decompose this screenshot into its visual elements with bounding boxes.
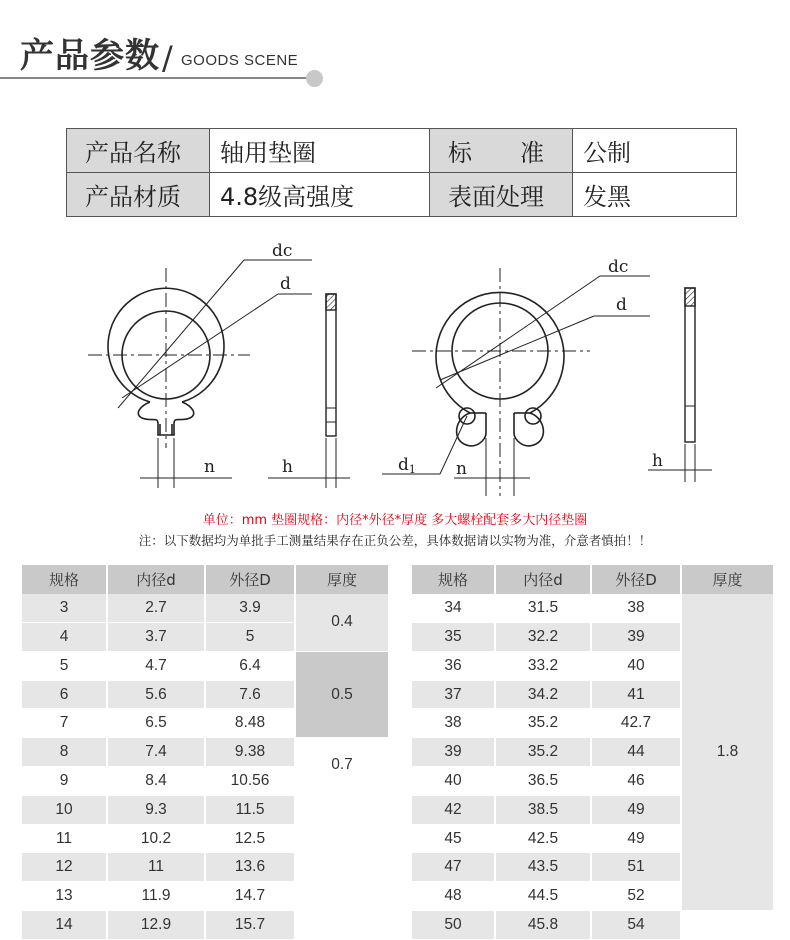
cell-inner: 34.2 — [496, 680, 590, 709]
header-spec: 规格 — [22, 565, 106, 594]
cell-spec: 39 — [412, 738, 494, 767]
cell-inner: 35.2 — [496, 738, 590, 767]
info-value-material: 4.8级高强度 — [210, 173, 430, 217]
info-label-name: 产品名称 — [67, 129, 210, 173]
table-row — [22, 738, 388, 767]
label-dc-right: dc — [608, 257, 629, 277]
cell-inner: 9.3 — [108, 795, 204, 824]
cell-inner: 45.8 — [496, 911, 590, 940]
cell-spec: 37 — [412, 680, 494, 709]
cell-inner: 35.2 — [496, 709, 590, 738]
info-label-surface: 表面处理 — [430, 173, 573, 217]
cell-outer: 13.6 — [206, 853, 294, 882]
cell-outer: 5 — [206, 623, 294, 652]
cell-spec: 45 — [412, 824, 494, 853]
header-thickness: 厚度 — [296, 565, 388, 594]
washer-type1-centerlines — [88, 260, 312, 488]
table-header-row — [22, 565, 388, 594]
header-dot — [306, 70, 323, 87]
cell-outer: 10.56 — [206, 767, 294, 796]
cell-outer: 8.48 — [206, 709, 294, 738]
cell-outer: 46 — [592, 767, 680, 796]
disclaimer-note: 注：以下数据均为单批手工测量结果存在正负公差，具体数据请以实物为准，介意者慎拍！！ — [138, 533, 652, 548]
label-dc-left: dc — [272, 241, 293, 261]
cell-spec: 8 — [22, 738, 106, 767]
label-d-left: d — [280, 274, 291, 294]
info-row — [67, 129, 737, 173]
cell-outer: 42.7 — [592, 709, 680, 738]
cell-outer: 14.7 — [206, 882, 294, 911]
cell-inner: 4.7 — [108, 651, 204, 680]
cell-outer: 12.5 — [206, 824, 294, 853]
cell-spec: 14 — [22, 911, 106, 940]
cell-outer: 7.6 — [206, 680, 294, 709]
header-inner: 内径d — [108, 565, 204, 594]
cell-thickness-blank — [682, 911, 773, 940]
cell-inner: 33.2 — [496, 651, 590, 680]
cell-inner: 32.2 — [496, 623, 590, 652]
cell-thickness: 0.7 — [296, 738, 388, 940]
cell-outer: 39 — [592, 623, 680, 652]
label-d-right: d — [616, 295, 627, 315]
spec-table-right — [412, 565, 773, 940]
cell-spec: 12 — [22, 853, 106, 882]
cell-inner: 11.9 — [108, 882, 204, 911]
label-h-right: h — [652, 451, 663, 471]
cell-spec: 40 — [412, 767, 494, 796]
cell-outer: 41 — [592, 680, 680, 709]
header-outer: 外径D — [592, 565, 680, 594]
page-title: 产品参数 — [20, 36, 160, 76]
cell-spec: 13 — [22, 882, 106, 911]
header-underline — [0, 77, 310, 79]
product-info-table — [66, 128, 737, 217]
info-value-surface: 发黑 — [573, 173, 737, 217]
label-h-left: h — [282, 457, 293, 477]
cell-spec: 36 — [412, 651, 494, 680]
cell-outer: 6.4 — [206, 651, 294, 680]
cell-inner: 31.5 — [496, 594, 590, 623]
table-row — [22, 594, 388, 623]
info-value-name: 轴用垫圈 — [210, 129, 430, 173]
cell-spec: 50 — [412, 911, 494, 940]
table-header-row — [412, 565, 773, 594]
cell-thickness: 0.5 — [296, 651, 388, 737]
cell-outer: 52 — [592, 882, 680, 911]
cell-outer: 49 — [592, 795, 680, 824]
page-subtitle: GOODS SCENE — [181, 52, 299, 69]
cell-outer: 11.5 — [206, 795, 294, 824]
cell-thickness: 1.8 — [682, 594, 773, 911]
cell-outer: 9.38 — [206, 738, 294, 767]
cell-outer: 51 — [592, 853, 680, 882]
cell-outer: 3.9 — [206, 594, 294, 623]
cell-spec: 7 — [22, 709, 106, 738]
cell-outer: 40 — [592, 651, 680, 680]
cell-spec: 5 — [22, 651, 106, 680]
spec-table-left — [22, 565, 388, 940]
cell-inner: 6.5 — [108, 709, 204, 738]
unit-note: 单位：mm 垫圈规格：内径*外径*厚度 多大螺栓配套多大内径垫圈 — [202, 513, 588, 528]
cell-outer: 49 — [592, 824, 680, 853]
header-thickness: 厚度 — [682, 565, 773, 594]
header-outer: 外径D — [206, 565, 294, 594]
header-inner: 内径d — [496, 565, 590, 594]
cell-inner: 43.5 — [496, 853, 590, 882]
cell-spec: 48 — [412, 882, 494, 911]
cell-spec: 9 — [22, 767, 106, 796]
cell-thickness: 0.4 — [296, 594, 388, 652]
cell-inner: 38.5 — [496, 795, 590, 824]
label-n-right: n — [456, 459, 467, 479]
cell-spec: 4 — [22, 623, 106, 652]
cell-inner: 3.7 — [108, 623, 204, 652]
cell-spec: 10 — [22, 795, 106, 824]
info-value-standard: 公制 — [573, 129, 737, 173]
cell-inner: 44.5 — [496, 882, 590, 911]
title-slash: / — [162, 39, 173, 77]
info-label-material: 产品材质 — [67, 173, 210, 217]
cell-spec: 11 — [22, 824, 106, 853]
cell-inner: 7.4 — [108, 738, 204, 767]
cell-inner: 36.5 — [496, 767, 590, 796]
cell-spec: 42 — [412, 795, 494, 824]
header-spec: 规格 — [412, 565, 494, 594]
cell-inner: 8.4 — [108, 767, 204, 796]
cell-spec: 38 — [412, 709, 494, 738]
cell-outer: 38 — [592, 594, 680, 623]
cell-spec: 35 — [412, 623, 494, 652]
cell-outer: 44 — [592, 738, 680, 767]
table-row — [412, 911, 773, 940]
cell-inner: 10.2 — [108, 824, 204, 853]
washer-diagram — [0, 238, 790, 500]
cell-inner: 11 — [108, 853, 204, 882]
info-row — [67, 173, 737, 217]
cell-outer: 15.7 — [206, 911, 294, 940]
cell-inner: 5.6 — [108, 680, 204, 709]
table-row — [22, 651, 388, 680]
cell-inner: 2.7 — [108, 594, 204, 623]
info-label-standard: 标 准 — [430, 129, 573, 173]
label-d1: d1 — [398, 455, 416, 476]
washer-type2-centerlines — [382, 268, 650, 496]
cell-spec: 3 — [22, 594, 106, 623]
cell-spec: 34 — [412, 594, 494, 623]
cell-inner: 42.5 — [496, 824, 590, 853]
cell-outer: 54 — [592, 911, 680, 940]
label-n-left: n — [204, 457, 215, 477]
washer-type1-side — [268, 294, 350, 488]
cell-spec: 47 — [412, 853, 494, 882]
table-row — [412, 594, 773, 623]
cell-spec: 6 — [22, 680, 106, 709]
cell-inner: 12.9 — [108, 911, 204, 940]
